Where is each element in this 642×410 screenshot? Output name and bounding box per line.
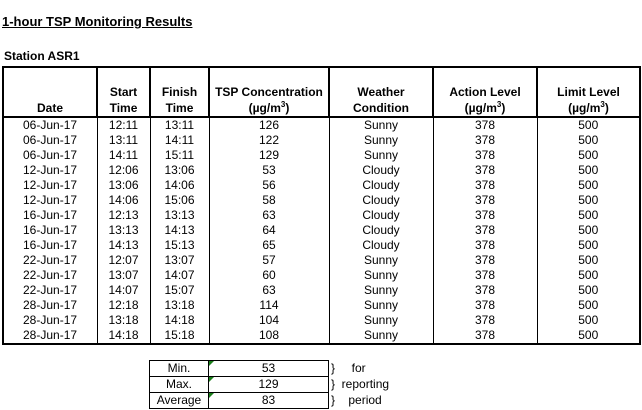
- cell-action: 378: [433, 193, 537, 208]
- header-tsp-unit-close: ): [285, 101, 290, 115]
- cell-finish: 13:11: [150, 117, 209, 133]
- cell-weather: Cloudy: [329, 223, 433, 238]
- header-row: [3, 67, 640, 117]
- cell-start: 12:07: [97, 253, 150, 268]
- cell-action: 378: [433, 223, 537, 238]
- cell-action: 378: [433, 328, 537, 344]
- cell-start: 12:13: [97, 208, 150, 223]
- header-tsp-concentration: [209, 67, 329, 117]
- header-limit-unit-sup: 3: [600, 100, 605, 109]
- cell-tsp: 56: [209, 178, 329, 193]
- cell-tsp: 122: [209, 133, 329, 148]
- cell-finish: 15:11: [150, 148, 209, 163]
- header-weather-line1: Weather: [357, 85, 405, 99]
- header-action-line1: Action Level: [449, 85, 521, 99]
- cell-start: 14:13: [97, 238, 150, 253]
- cell-start: 13:07: [97, 268, 150, 283]
- cell-finish: 13:18: [150, 298, 209, 313]
- cell-weather: Sunny: [329, 328, 433, 344]
- cell-limit: 500: [537, 253, 640, 268]
- header-weather-line2: Condition: [353, 101, 409, 115]
- cell-finish: 15:07: [150, 283, 209, 298]
- table-row: [3, 238, 640, 253]
- cell-weather: Cloudy: [329, 193, 433, 208]
- header-limit-line1: Limit Level: [557, 85, 620, 99]
- header-action-unit-sup: 3: [496, 100, 502, 109]
- cell-action: 378: [433, 117, 537, 133]
- cell-tsp: 57: [209, 253, 329, 268]
- table-row: [3, 268, 640, 283]
- cell-tsp: 129: [209, 148, 329, 163]
- cell-date: 28-Jun-17: [3, 328, 97, 344]
- table-row: [3, 328, 640, 344]
- header-limit-unit: [538, 100, 639, 116]
- cell-finish: 13:06: [150, 163, 209, 178]
- cell-start: 14:18: [97, 328, 150, 344]
- cell-weather: Sunny: [329, 117, 433, 133]
- cell-date: 16-Jun-17: [3, 238, 97, 253]
- summary-note: } for: [331, 361, 366, 375]
- table-row: [3, 208, 640, 223]
- cell-date: 22-Jun-17: [3, 253, 97, 268]
- cell-tsp: 63: [209, 283, 329, 298]
- page-title: 1-hour TSP Monitoring Results: [2, 14, 193, 29]
- table-row: [3, 253, 640, 268]
- summary-table-body: [150, 361, 329, 409]
- table-row: [3, 298, 640, 313]
- cell-action: 378: [433, 283, 537, 298]
- summary-value: 129: [209, 377, 329, 393]
- cell-limit: 500: [537, 208, 640, 223]
- cell-date: 28-Jun-17: [3, 298, 97, 313]
- header-finish-line1: Finish: [161, 85, 198, 99]
- cell-start: 12:18: [97, 298, 150, 313]
- cell-weather: Cloudy: [329, 178, 433, 193]
- cell-limit: 500: [537, 117, 640, 133]
- cell-weather: Cloudy: [329, 208, 433, 223]
- cell-limit: 500: [537, 313, 640, 328]
- cell-tsp: 104: [209, 313, 329, 328]
- table-row: [3, 178, 640, 193]
- cell-tsp: 126: [209, 117, 329, 133]
- cell-limit: 500: [537, 238, 640, 253]
- cell-tsp: 114: [209, 298, 329, 313]
- table-row: [3, 163, 640, 178]
- cell-date: 16-Jun-17: [3, 223, 97, 238]
- header-date: [3, 67, 97, 117]
- header-start-time: [97, 67, 150, 117]
- cell-weather: Sunny: [329, 298, 433, 313]
- cell-weather: Sunny: [329, 148, 433, 163]
- header-action-unit: [434, 100, 536, 116]
- header-tsp-unit: [210, 100, 328, 116]
- summary-label: Max.: [150, 377, 209, 393]
- cell-date: 06-Jun-17: [3, 133, 97, 148]
- cell-weather: Sunny: [329, 283, 433, 298]
- cell-tsp: 53: [209, 163, 329, 178]
- cell-limit: 500: [537, 163, 640, 178]
- summary-note: } reporting: [331, 377, 390, 391]
- summary-row: [150, 377, 329, 393]
- cell-finish: 14:06: [150, 178, 209, 193]
- header-finish-time: [150, 67, 209, 117]
- cell-finish: 14:13: [150, 223, 209, 238]
- summary-label: Min.: [150, 361, 209, 377]
- header-start-line2: Time: [109, 101, 138, 115]
- cell-finish: 14:18: [150, 313, 209, 328]
- cell-finish: 15:13: [150, 238, 209, 253]
- summary-value: 53: [209, 361, 329, 377]
- cell-start: 12:06: [97, 163, 150, 178]
- cell-date: 06-Jun-17: [3, 117, 97, 133]
- cell-weather: Sunny: [329, 133, 433, 148]
- header-action-unit-close: ): [501, 101, 506, 115]
- results-table: [2, 66, 641, 345]
- cell-action: 378: [433, 313, 537, 328]
- summary-note: } period: [331, 393, 382, 407]
- cell-tsp: 108: [209, 328, 329, 344]
- cell-action: 378: [433, 163, 537, 178]
- header-limit-unit-close: ): [604, 101, 609, 115]
- header-tsp-line1: TSP Concentration: [215, 85, 323, 99]
- cell-start: 13:06: [97, 178, 150, 193]
- cell-action: 378: [433, 268, 537, 283]
- cell-action: 378: [433, 298, 537, 313]
- cell-tsp: 58: [209, 193, 329, 208]
- cell-start: 13:18: [97, 313, 150, 328]
- cell-date: 12-Jun-17: [3, 178, 97, 193]
- cell-limit: 500: [537, 178, 640, 193]
- station-label: Station ASR1: [4, 49, 80, 63]
- cell-weather: Sunny: [329, 253, 433, 268]
- header-start-line1: Start: [109, 85, 138, 99]
- cell-date: 12-Jun-17: [3, 193, 97, 208]
- cell-action: 378: [433, 133, 537, 148]
- cell-limit: 500: [537, 328, 640, 344]
- cell-limit: 500: [537, 283, 640, 298]
- cell-start: 13:11: [97, 133, 150, 148]
- header-date-label: Date: [36, 101, 63, 115]
- cell-start: 14:07: [97, 283, 150, 298]
- cell-limit: 500: [537, 298, 640, 313]
- cell-action: 378: [433, 178, 537, 193]
- table-row: [3, 148, 640, 163]
- cell-date: 22-Jun-17: [3, 268, 97, 283]
- cell-action: 378: [433, 238, 537, 253]
- summary-table: [149, 360, 329, 409]
- cell-limit: 500: [537, 133, 640, 148]
- header-finish-line2: Time: [165, 101, 194, 115]
- cell-finish: 15:06: [150, 193, 209, 208]
- summary-value: 83: [209, 393, 329, 409]
- summary-row: [150, 393, 329, 409]
- cell-date: 16-Jun-17: [3, 208, 97, 223]
- table-row: [3, 193, 640, 208]
- cell-limit: 500: [537, 223, 640, 238]
- cell-action: 378: [433, 148, 537, 163]
- table-row: [3, 117, 640, 133]
- cell-weather: Cloudy: [329, 238, 433, 253]
- cell-tsp: 64: [209, 223, 329, 238]
- header-tsp-unit-sup: 3: [280, 100, 286, 109]
- cell-limit: 500: [537, 193, 640, 208]
- cell-start: 14:11: [97, 148, 150, 163]
- header-action-level: [433, 67, 537, 117]
- cell-weather: Sunny: [329, 313, 433, 328]
- cell-start: 14:06: [97, 193, 150, 208]
- cell-start: 13:13: [97, 223, 150, 238]
- cell-weather: Cloudy: [329, 163, 433, 178]
- cell-action: 378: [433, 253, 537, 268]
- cell-finish: 13:07: [150, 253, 209, 268]
- cell-date: 12-Jun-17: [3, 163, 97, 178]
- cell-tsp: 65: [209, 238, 329, 253]
- header-limit-unit-text: (µg/m: [568, 101, 601, 115]
- cell-limit: 500: [537, 148, 640, 163]
- cell-date: 28-Jun-17: [3, 313, 97, 328]
- cell-weather: Sunny: [329, 268, 433, 283]
- table-row: [3, 133, 640, 148]
- table-row: [3, 283, 640, 298]
- header-tsp-unit-text: (µg/m: [248, 101, 281, 115]
- header-limit-level: [537, 67, 640, 117]
- cell-limit: 500: [537, 268, 640, 283]
- cell-date: 22-Jun-17: [3, 283, 97, 298]
- cell-start: 12:11: [97, 117, 150, 133]
- cell-finish: 15:18: [150, 328, 209, 344]
- cell-finish: 14:07: [150, 268, 209, 283]
- summary-row: [150, 361, 329, 377]
- cell-finish: 14:11: [150, 133, 209, 148]
- cell-tsp: 63: [209, 208, 329, 223]
- cell-action: 378: [433, 208, 537, 223]
- table-row: [3, 313, 640, 328]
- cell-tsp: 60: [209, 268, 329, 283]
- header-weather-condition: [329, 67, 433, 117]
- table-row: [3, 223, 640, 238]
- cell-finish: 13:13: [150, 208, 209, 223]
- cell-date: 06-Jun-17: [3, 148, 97, 163]
- header-action-unit-text: (µg/m: [464, 101, 497, 115]
- summary-label: Average: [150, 393, 209, 409]
- results-table-body: [3, 117, 640, 344]
